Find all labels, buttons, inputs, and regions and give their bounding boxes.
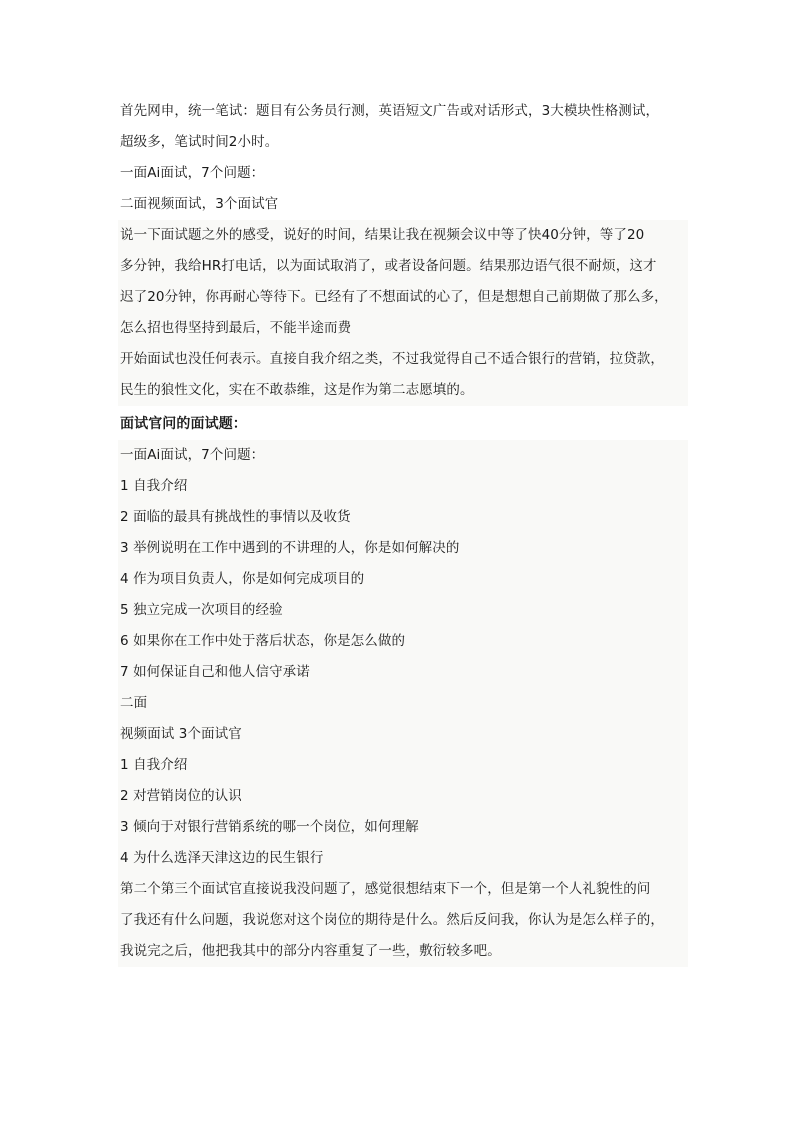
round2-title: 二面 [118, 688, 688, 719]
question-item: 3 举例说明在工作中遇到的不讲理的人，你是如何解决的 [118, 533, 688, 564]
question-item: 1 自我介绍 [118, 750, 688, 781]
intro-line: 二面视频面试，3个面试官 [120, 196, 279, 212]
intro-line: 首先网申，统一笔试：题目有公务员行测，英语短文广告或对话形式，3大模块性格测试， [120, 103, 660, 119]
closing-section [118, 874, 688, 967]
closing-line: 我说完之后，他把我其中的部分内容重复了一些，敷衍较多吧。 [118, 936, 688, 967]
intro-line: 民生的狼性文化，实在不敢恭维，这是作为第二志愿填的。 [118, 375, 688, 406]
question-item: 2 对营销岗位的认识 [118, 781, 688, 812]
closing-line: 了我还有什么问题，我说您对这个岗位的期待是什么。然后反问我，你认为是怎么样子的， [118, 905, 688, 936]
intro-line: 多分钟，我给HR打电话，以为面试取消了，或者设备问题。结果那边语气很不耐烦，这才 [118, 251, 688, 282]
round2-section [118, 688, 688, 874]
question-item: 6 如果你在工作中处于落后状态，你是怎么做的 [118, 626, 688, 657]
intro-line: 说一下面试题之外的感受，说好的时间，结果让我在视频会议中等了快40分钟，等了20 [118, 220, 688, 251]
question-item: 3 倾向于对银行营销系统的哪一个岗位，如何理解 [118, 812, 688, 843]
question-item: 7 如何保证自己和他人信守承诺 [118, 657, 688, 688]
question-item: 4 为什么选泽天津这边的民生银行 [118, 843, 688, 874]
closing-line: 第二个第三个面试官直接说我没问题了，感觉很想结束下一个，但是第一个人礼貌性的问 [118, 874, 688, 905]
intro-line: 超级多，笔试时间2小时。 [120, 134, 279, 150]
intro-section [118, 96, 688, 406]
document-body [118, 96, 688, 967]
round1-title: 一面Ai面试，7个问题： [118, 440, 688, 471]
questions-heading: 面试官问的面试题： [120, 416, 247, 432]
question-item: 1 自我介绍 [118, 471, 688, 502]
intro-line: 怎么招也得坚持到最后，不能半途而费 [118, 313, 688, 344]
question-item: 4 作为项目负责人，你是如何完成项目的 [118, 564, 688, 595]
round1-section [118, 440, 688, 688]
intro-line: 一面Ai面试，7个问题： [120, 165, 265, 181]
intro-line: 迟了20分钟，你再耐心等待下。已经有了不想面试的心了，但是想想自己前期做了那么多， [118, 282, 688, 313]
question-item: 5 独立完成一次项目的经验 [118, 595, 688, 626]
question-item: 2 面临的最具有挑战性的事情以及收货 [118, 502, 688, 533]
round2-subtitle: 视频面试 3个面试官 [118, 719, 688, 750]
intro-line: 开始面试也没任何表示。直接自我介绍之类，不过我觉得自己不适合银行的营销，拉贷款， [118, 344, 688, 375]
